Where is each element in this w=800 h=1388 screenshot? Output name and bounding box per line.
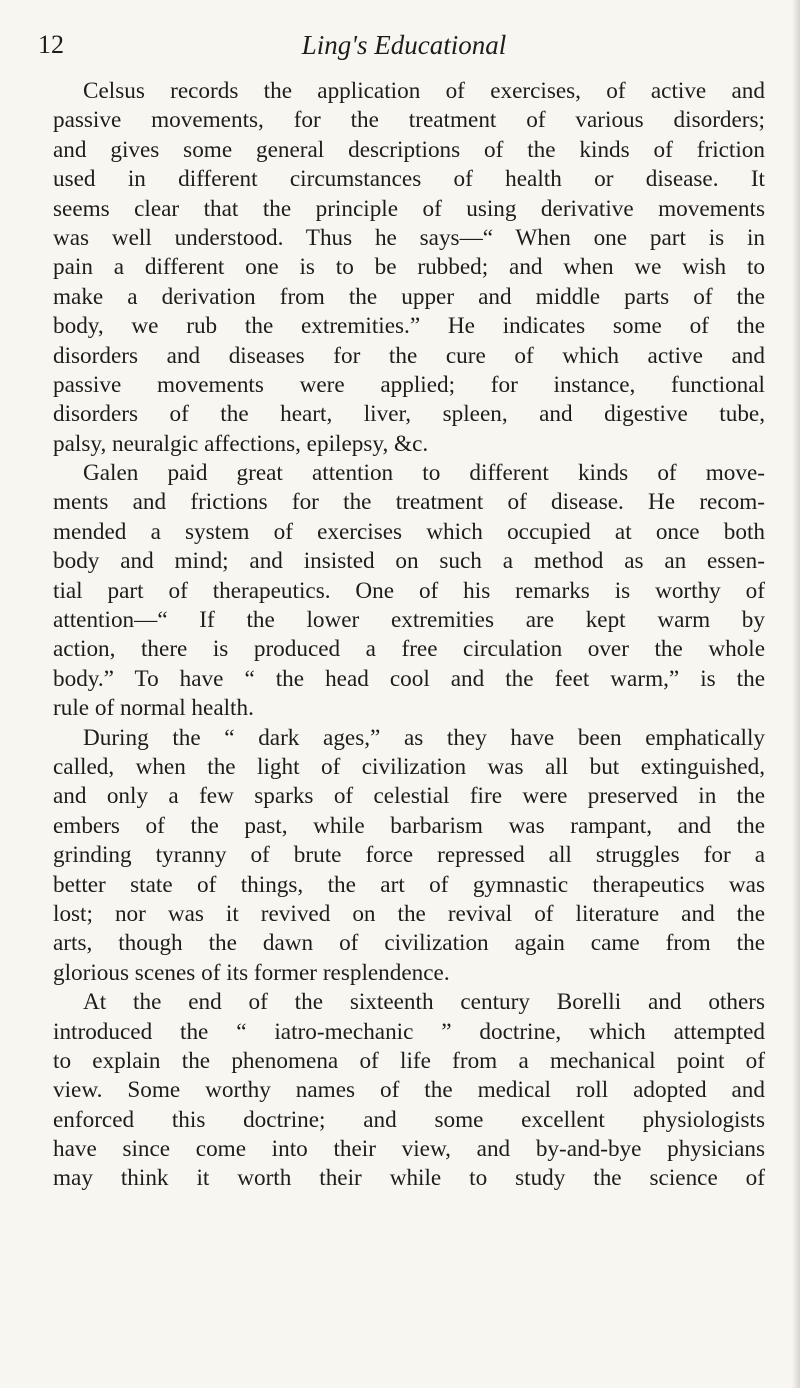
text-line: Celsus records the application of exercises, of active and xyxy=(83,78,765,104)
text-line: disorders of the heart, liver, spleen, and digestive tube, xyxy=(53,401,765,428)
text-line: make a derivation from the upper and middle parts of the xyxy=(53,283,765,310)
text-line: embers of the past, while barbarism was rampant, and the xyxy=(53,812,765,839)
paragraph-dark-ages xyxy=(53,724,765,989)
text-line: used in different circumstances of health or disease. It xyxy=(53,166,765,193)
text-line: introduced the “ iatro-mechanic ” doctrine, which attempted xyxy=(53,1018,765,1045)
text-line: ments and frictions for the treatment of disease. He recom- xyxy=(53,489,765,516)
text-line: was well understood. Thus he says—“ When one part is in xyxy=(53,224,765,251)
text-line: arts, though the dawn of civilization again came from the xyxy=(53,930,765,957)
text-line: body.” To have “ the head cool and the feet warm,” is the xyxy=(53,665,765,692)
text-line: called, when the light of civilization was all but extinguished, xyxy=(53,753,765,780)
text-line: lost; nor was it revived on the revival of literature and the xyxy=(53,900,765,927)
text-line: action, there is produced a free circulation over the whole xyxy=(53,636,765,663)
text-line: view. Some worthy names of the medical roll adopted and xyxy=(53,1077,765,1104)
text-line: and gives some general descriptions of the kinds of friction xyxy=(53,136,765,163)
paragraph-galen xyxy=(53,459,765,724)
text-line: rule of normal health. xyxy=(53,695,254,722)
text-line: glorious scenes of its former resplendence. xyxy=(53,959,450,986)
text-line: seems clear that the principle of using derivative movements xyxy=(53,195,765,222)
text-line: passive movements were applied; for instance, functional xyxy=(53,371,765,398)
paragraph-borelli xyxy=(53,988,765,1194)
body-text xyxy=(53,77,765,1194)
text-line: pain a different one is to be rubbed; and when we wish to xyxy=(53,254,765,281)
text-line: passive movements, for the treatment of various disorders; xyxy=(53,107,765,134)
text-line: palsy, neuralgic affections, epilepsy, &c. xyxy=(53,430,429,457)
text-line: enforced this doctrine; and some excellent physiologists xyxy=(53,1106,765,1133)
page-header xyxy=(38,30,770,70)
text-line: to explain the phenomena of life from a mechanical point of xyxy=(53,1047,765,1074)
text-line: tial part of therapeutics. One of his remarks is worthy of xyxy=(53,577,765,604)
text-line: body and mind; and insisted on such a method as an essen- xyxy=(53,548,765,575)
text-line: disorders and diseases for the cure of which active and xyxy=(53,342,765,369)
text-line: may think it worth their while to study the science of xyxy=(53,1165,765,1192)
text-line: have since come into their view, and by-and-bye physicians xyxy=(53,1136,765,1163)
text-line: At the end of the sixteenth century Borelli and others xyxy=(83,989,765,1016)
paragraph-celsus xyxy=(53,77,765,459)
text-line: Galen paid great attention to different kinds of move- xyxy=(83,460,765,487)
text-line: body, we rub the extremities.” He indicates some of the xyxy=(53,313,765,340)
text-line: better state of things, the art of gymnastic therapeutics was xyxy=(53,871,765,898)
text-line: mended a system of exercises which occupied at once both xyxy=(53,518,765,545)
text-line: During the “ dark ages,” as they have been emphatically xyxy=(83,724,765,751)
text-line: and only a few sparks of celestial fire were preserved in the xyxy=(53,783,765,810)
page-number: 12 xyxy=(38,30,64,59)
page-edge-shadow xyxy=(792,0,800,1388)
text-line: grinding tyranny of brute force repressed all struggles for a xyxy=(53,842,765,869)
running-title: Ling's Educational xyxy=(301,30,507,60)
text-line: attention—“ If the lower extremities are kept warm by xyxy=(53,607,765,634)
